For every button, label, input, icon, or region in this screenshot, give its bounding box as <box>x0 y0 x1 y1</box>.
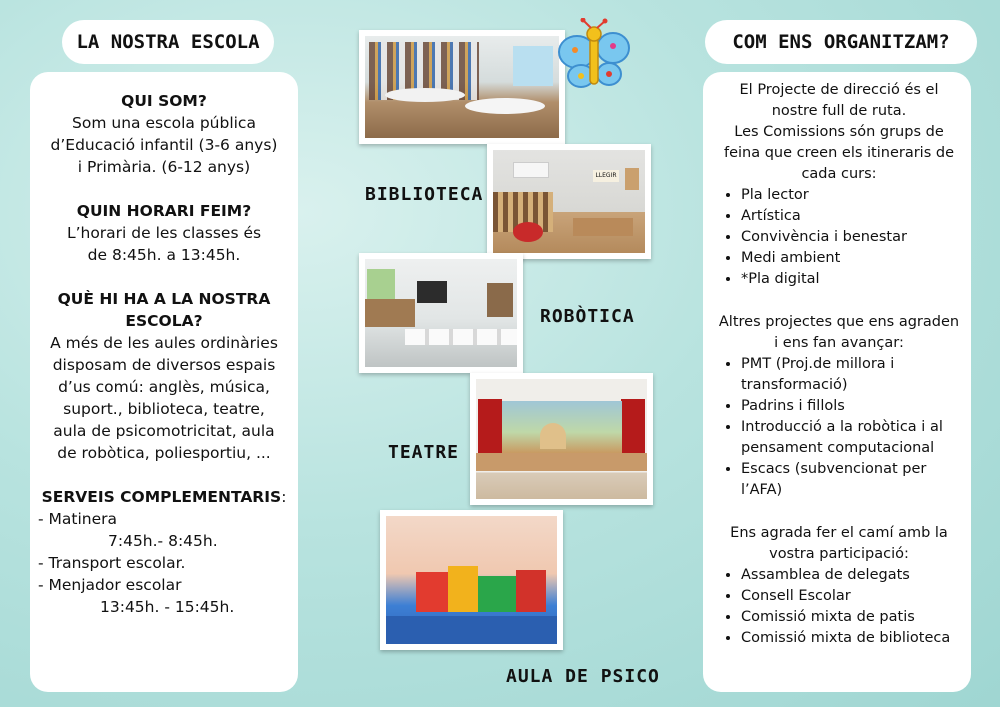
list-item: • Introducció a la robòtica i al pensament computacional <box>741 417 963 459</box>
que-line: d’us comú: anglès, música, <box>58 378 270 396</box>
participacio-list <box>715 565 963 649</box>
robotica-image <box>365 259 517 367</box>
caption-biblioteca: BIBLIOTECA <box>365 184 484 205</box>
commissions-list <box>715 185 963 290</box>
butterfly-icon <box>553 18 633 98</box>
intro-section <box>715 80 963 185</box>
caption-psico: AULA DE PSICO <box>506 666 660 687</box>
que-hi-ha-section <box>38 288 290 464</box>
biblioteca-2-image <box>493 150 645 253</box>
horari-heading: QUIN HORARI FEIM? <box>76 202 252 220</box>
participacio-line: vostra participació: <box>769 546 909 562</box>
list-item: • Padrins i fillols <box>741 396 963 417</box>
horari-line: de 8:45h. a 13:45h. <box>87 246 241 264</box>
list-item: • Comissió mixta de patis <box>741 607 963 628</box>
serveis-item: - Transport escolar. <box>38 554 186 572</box>
serveis-colon: : <box>281 488 287 506</box>
llegir-sign: LLEGIR <box>593 170 619 182</box>
photo-teatre <box>470 373 653 505</box>
list-item: • Consell Escolar <box>741 586 963 607</box>
altres-line: i ens fan avançar: <box>774 335 904 351</box>
que-line: de robòtica, poliesportiu, ... <box>57 444 271 462</box>
right-title: COM ENS ORGANITZAM? <box>732 31 950 53</box>
list-item: • Assamblea de delegats <box>741 565 963 586</box>
right-panel <box>703 72 971 692</box>
psico-image <box>386 516 557 644</box>
participacio-intro <box>715 523 963 565</box>
que-line: A més de les aules ordinàries <box>50 334 278 352</box>
projects-list <box>715 354 963 501</box>
que-line: suport., biblioteca, teatre, <box>63 400 265 418</box>
que-line: aula de psicomotricitat, aula <box>53 422 275 440</box>
teatre-image <box>476 379 647 499</box>
right-title-pill <box>705 20 977 64</box>
photo-robotica <box>359 253 523 373</box>
photo-biblioteca <box>359 30 565 144</box>
serveis-item: - Matinera <box>38 510 118 528</box>
serveis-item: - Menjador escolar <box>38 576 182 594</box>
intro-line: feina que creen els itineraris de <box>723 145 954 161</box>
list-item: • *Pla digital <box>741 269 963 290</box>
horari-section <box>38 200 290 266</box>
intro-line: nostre full de ruta. <box>771 103 907 119</box>
left-title: LA NOSTRA ESCOLA <box>76 31 260 53</box>
list-item: • Medi ambient <box>741 248 963 269</box>
intro-line: Les Comissions són grups de <box>734 124 944 140</box>
altres-line: Altres projectes que ens agraden <box>718 314 960 330</box>
photo-biblioteca-2 <box>487 144 651 259</box>
qui-som-section <box>38 90 290 178</box>
left-panel <box>30 72 298 692</box>
list-item: • Comissió mixta de biblioteca <box>741 628 963 649</box>
list-item: • Pla lector <box>741 185 963 206</box>
caption-robotica: ROBÒTICA <box>540 306 635 327</box>
que-heading: ESCOLA? <box>125 312 203 330</box>
list-item: • Artística <box>741 206 963 227</box>
participacio-line: Ens agrada fer el camí amb la <box>730 525 948 541</box>
caption-teatre: TEATRE <box>388 442 460 463</box>
serveis-heading: SERVEIS COMPLEMENTARIS <box>41 488 282 506</box>
altres-intro <box>715 312 963 354</box>
qui-som-line: Som una escola pública <box>72 114 256 132</box>
serveis-section <box>38 486 290 618</box>
qui-som-line: d’Educació infantil (3-6 anys) <box>50 136 278 154</box>
biblioteca-image <box>365 36 559 138</box>
que-heading: QUÈ HI HA A LA NOSTRA <box>57 290 271 308</box>
que-line: disposam de diversos espais <box>52 356 276 374</box>
intro-line: El Projecte de direcció és el <box>739 82 939 98</box>
list-item: • Escacs (subvencionat per l’AFA) <box>741 459 963 501</box>
qui-som-heading: QUI SOM? <box>121 92 207 110</box>
left-title-pill <box>62 20 274 64</box>
list-item: • Convivència i benestar <box>741 227 963 248</box>
horari-line: L’horari de les classes és <box>66 224 262 242</box>
intro-line: cada curs: <box>801 166 877 182</box>
serveis-time: 7:45h.- 8:45h. <box>108 532 218 550</box>
list-item: • PMT (Proj.de millora i transformació) <box>741 354 963 396</box>
serveis-time: 13:45h. - 15:45h. <box>100 598 235 616</box>
photo-psico <box>380 510 563 650</box>
qui-som-line: i Primària. (6-12 anys) <box>77 158 251 176</box>
